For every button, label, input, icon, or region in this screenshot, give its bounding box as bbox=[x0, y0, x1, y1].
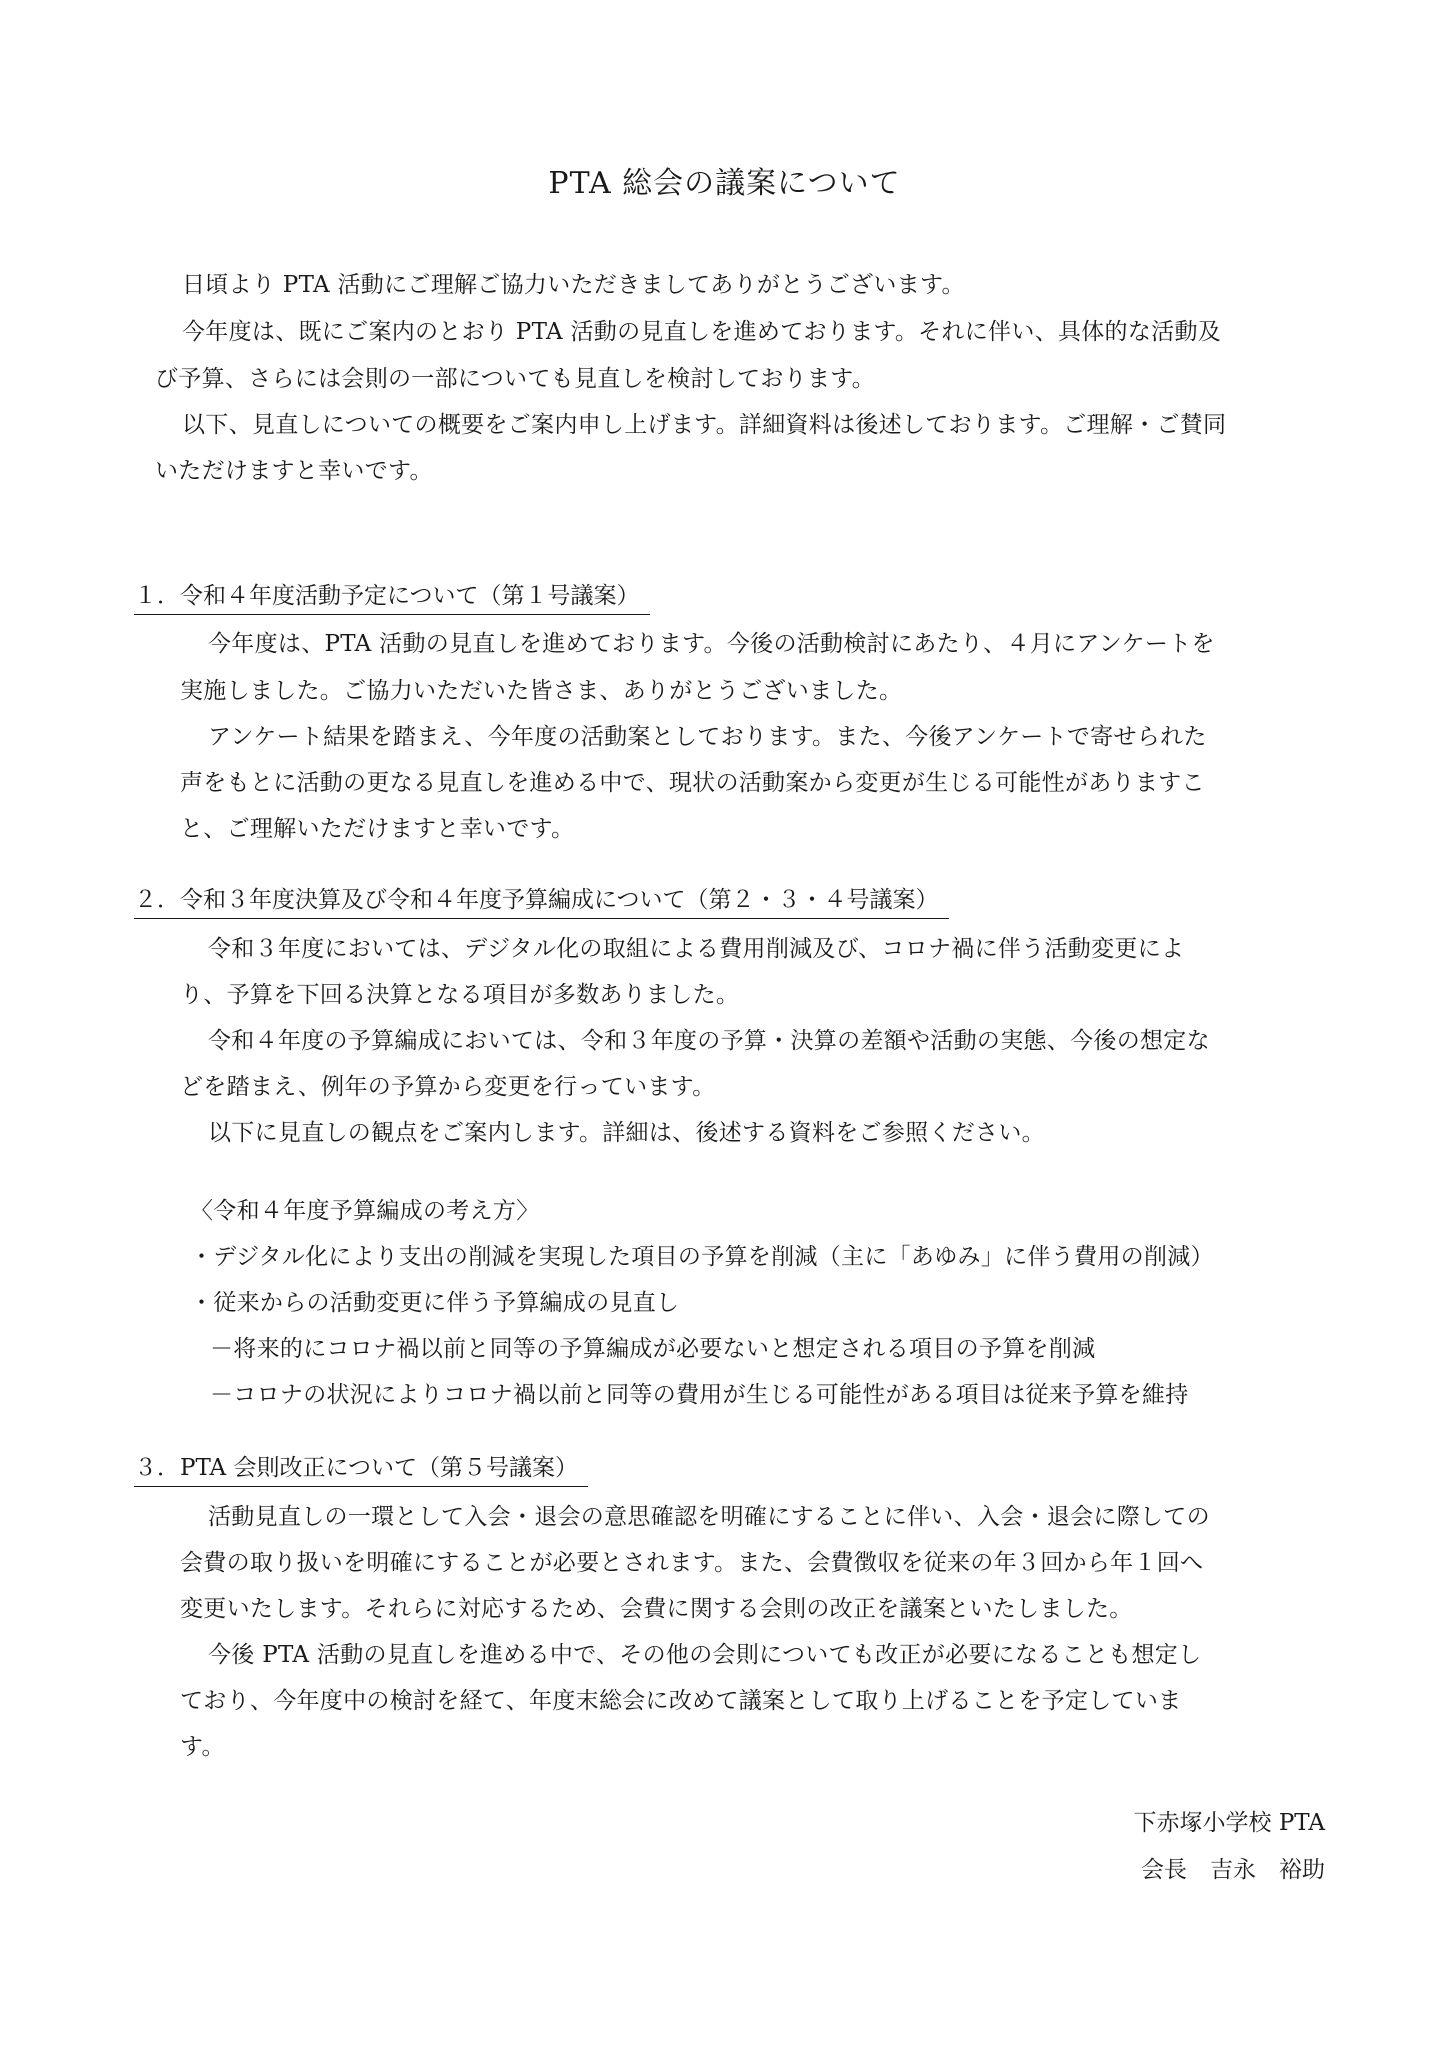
section-2-line: 令和４年度の予算編成においては、令和３年度の予算・決算の差額や活動の実態、今後の想定な bbox=[208, 1028, 1210, 1054]
section-2-line: どを踏まえ、例年の予算から変更を行っています。 bbox=[180, 1074, 716, 1100]
intro-line: び予算、さらには会則の一部についても見直しを検討しております。 bbox=[155, 366, 875, 392]
signature-organization: 下赤塚小学校 PTA bbox=[1133, 1810, 1325, 1836]
section-3-line: 今後 PTA 活動の見直しを進める中で、その他の会則についても改正が必要になることも想定し bbox=[208, 1642, 1202, 1668]
budget-policy-subheading: 〈令和４年度予算編成の考え方〉 bbox=[190, 1198, 540, 1224]
budget-policy-bullet: ・従来からの活動変更に伴う予算編成の見直し bbox=[190, 1290, 680, 1316]
section-3-heading: ３．PTA 会則改正について（第５号議案） bbox=[134, 1457, 588, 1487]
signature-president: 会長 吉永 裕助 bbox=[1141, 1857, 1325, 1883]
section-3-line: 活動見直しの一環として入会・退会の意思確認を明確にすることに伴い、入会・退会に際しての bbox=[208, 1504, 1210, 1530]
budget-policy-dash-item: －将来的にコロナ禍以前と同等の予算編成が必要ないと想定される項目の予算を削減 bbox=[210, 1336, 1096, 1362]
intro-line: 今年度は、既にご案内のとおり PTA 活動の見直しを進めております。それに伴い、具体的な活動及 bbox=[182, 319, 1222, 345]
section-3-line: 会費の取り扱いを明確にすることが必要とされます。また、会費徴収を従来の年３回から年１回へ bbox=[180, 1550, 1204, 1576]
section-2-line: 以下に見直しの観点をご案内します。詳細は、後述する資料をご参照ください。 bbox=[208, 1120, 1045, 1146]
section-2-line: 令和３年度においては、デジタル化の取組による費用削減及び、コロナ禍に伴う活動変更によ bbox=[208, 936, 1185, 962]
budget-policy-dash-item: －コロナの状況によりコロナ禍以前と同等の費用が生じる可能性がある項目は従来予算を維持 bbox=[210, 1382, 1189, 1408]
section-1-heading: １．令和４年度活動予定について（第１号議案） bbox=[134, 585, 650, 615]
section-1-line: 実施しました。ご協力いただいた皆さま、ありがとうございました。 bbox=[180, 678, 903, 704]
section-1-line: 声をもとに活動の更なる見直しを進める中で、現状の活動案から変更が生じる可能性がありますこ bbox=[180, 770, 1205, 796]
document-title: PTA 総会の議案について bbox=[548, 166, 901, 201]
section-1-line: 今年度は、PTA 活動の見直しを進めております。今後の活動検討にあたり、４月にアンケートを bbox=[208, 631, 1215, 657]
section-2-heading: ２．令和３年度決算及び令和４年度予算編成について（第２・３・４号議案） bbox=[134, 889, 949, 919]
section-3-line: す。 bbox=[180, 1734, 225, 1760]
intro-line: 日頃より PTA 活動にご理解ご協力いただきましてありがとうございます。 bbox=[182, 272, 965, 298]
section-1-line: と、ご理解いただけますと幸いです。 bbox=[180, 816, 575, 842]
intro-line: いただけますと幸いです。 bbox=[155, 458, 433, 484]
section-3-line: 変更いたします。それらに対応するため、会費に関する会則の改正を議案といたしました。 bbox=[180, 1596, 1133, 1622]
section-2-line: り、予算を下回る決算となる項目が多数ありました。 bbox=[180, 982, 740, 1008]
intro-line: 以下、見直しについての概要をご案内申し上げます。詳細資料は後述しております。ご理解・ご賛同 bbox=[182, 412, 1227, 438]
budget-policy-bullet: ・デジタル化により支出の削減を実現した項目の予算を削減（主に「あゆみ」に伴う費用の削減） bbox=[190, 1244, 1214, 1270]
section-3-line: ており、今年度中の検討を経て、年度末総会に改めて議案として取り上げることを予定していま bbox=[180, 1688, 1182, 1714]
section-1-line: アンケート結果を踏まえ、今年度の活動案としております。また、今後アンケートで寄せられた bbox=[208, 724, 1207, 750]
